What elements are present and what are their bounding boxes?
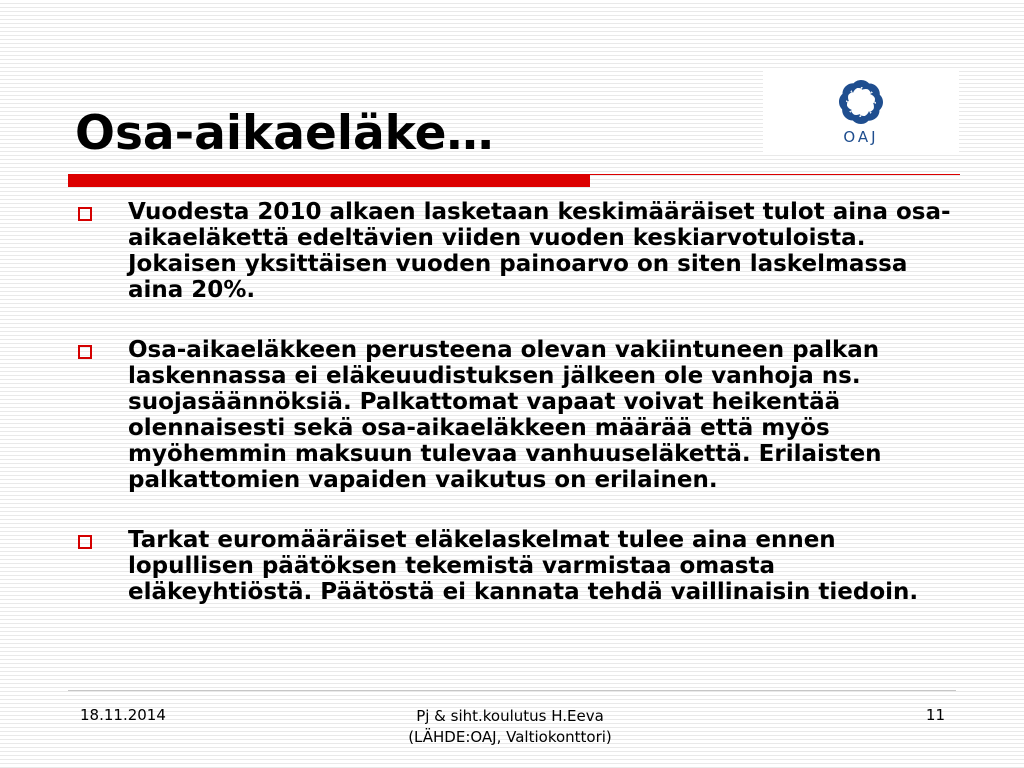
hollow-square-bullet-icon [78,345,92,359]
bullet-text: Tarkat euromääräiset eläkelaskelmat tulee aina ennen lopullisen päätöksen tekemistä varmistaa omasta eläkeyhtiöstä. Päätöstä ei kannata tehdä vaillinaisin tiedoin. [128,527,919,605]
bullet-text: Osa-aikaeläkkeen perusteena olevan vakiintuneen palkan laskennassa ei eläkeuudistuksen jälkeen ole vanhoja ns. suojasäännöksiä. Palkattomat vapaat voivat heikentää olennaisesti sekä osa-aikaeläkkeen määrää että myös myöhemmin maksuun tulevaa vanhuuseläkettä. Erilaisten palkattomien vapaiden vaikutus on erilainen. [128,337,882,493]
slide-title: Osa-aikaeläke… [75,106,494,161]
footer-source [360,706,660,748]
bullet-list [76,199,956,639]
bullet-item [76,527,956,605]
footer-source-line2: (LÄHDE:OAJ, Valtiokonttori) [408,728,612,746]
footer-divider [68,690,956,691]
hollow-square-bullet-icon [78,207,92,221]
footer-source-line1: Pj & siht.koulutus H.Eeva [416,707,604,725]
footer-date: 18.11.2014 [80,706,166,724]
bullet-text: Vuodesta 2010 alkaen lasketaan keskimääräiset tulot aina osa-aikaeläkettä edeltävien viiden vuoden keskiarvotuloista. Jokaisen yksittäisen vuoden painoarvo on siten laskelmassa aina 20%. [128,199,951,303]
title-rule-thick [68,174,590,187]
bullet-item [76,199,956,303]
title-rule-thin [590,174,960,175]
oaj-logo-icon [835,76,887,128]
page-number: 11 [925,706,945,724]
hollow-square-bullet-icon [78,535,92,549]
oaj-logo [763,70,959,154]
logo-text: OAJ [843,128,879,146]
bullet-item [76,337,956,493]
